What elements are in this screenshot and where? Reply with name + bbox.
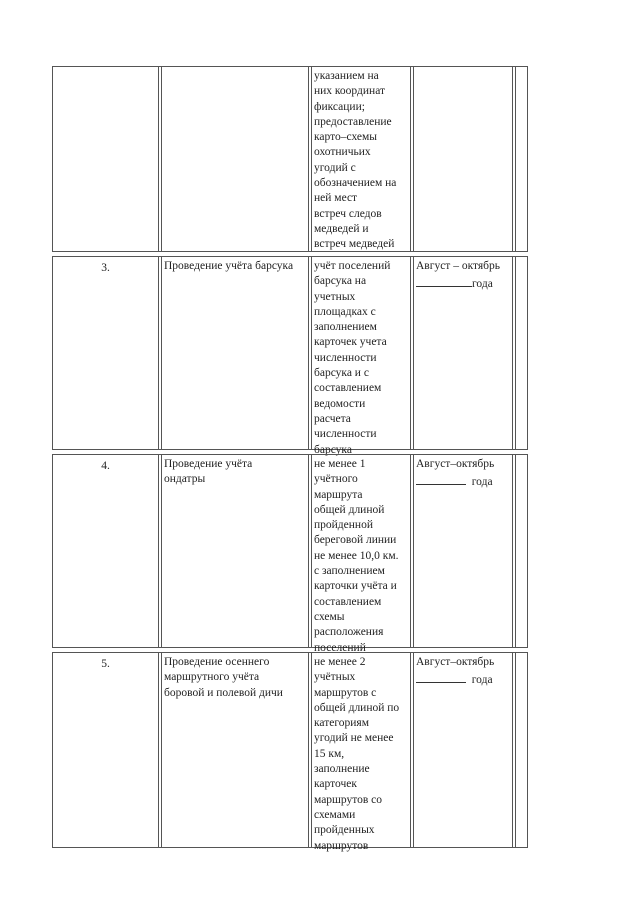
cell-name	[161, 653, 309, 847]
table-row	[52, 66, 528, 252]
row-name: Проведение учёта барсука	[164, 260, 294, 272]
cell-name	[161, 455, 309, 647]
cell-number	[53, 67, 159, 251]
period-months: Август–октябрь	[416, 458, 495, 470]
cell-number	[53, 455, 159, 647]
table-row	[52, 256, 528, 456]
cell-period	[413, 653, 513, 847]
cell-number	[53, 653, 159, 847]
row-name: Проведение учёта ондатры	[164, 458, 253, 486]
row-period	[414, 67, 512, 69]
row-period	[414, 257, 512, 293]
blank-line	[416, 274, 472, 287]
row-description: не менее 2 учётных маршрутов с общей длиной по категориям угодий не менее 15 км, заполнение карточек маршрутов со схемами пройденных маршрутов	[314, 656, 400, 852]
row-name	[162, 67, 308, 69]
row-number: 4.	[101, 460, 110, 472]
cell-extra	[515, 67, 529, 251]
period-year: года	[471, 674, 493, 687]
cell-description	[311, 257, 411, 456]
cell-number	[53, 257, 159, 449]
cell-description	[311, 67, 411, 251]
cell-description	[311, 653, 411, 852]
cell-period	[413, 257, 513, 449]
cell-name	[161, 257, 309, 449]
table-row	[52, 652, 528, 852]
row-description: указанием на них координат фиксации; предоставление карто–схемы охотничьих угодий с обозначением на ней мест встреч следов медведей и встреч медведей	[314, 70, 397, 251]
row-name: Проведение осеннего маршрутного учёта боровой и полевой дичи	[164, 656, 283, 699]
period-year: года	[472, 278, 493, 291]
period-year: года	[471, 476, 493, 489]
row-number: 5.	[101, 658, 110, 670]
period-months: Август – октябрь	[416, 260, 501, 272]
row-number: 3.	[101, 262, 110, 274]
blank-line	[416, 472, 466, 485]
cell-period	[413, 67, 513, 251]
row-period	[414, 653, 512, 689]
document-table	[52, 66, 528, 852]
row-number	[53, 67, 158, 71]
row-description: учёт поселений барсука на учетных площадках с заполнением карточек учета численности барсука и с составлением ведомости расчета численности барсука	[314, 260, 391, 456]
blank-line	[416, 670, 466, 683]
cell-extra	[515, 653, 529, 847]
cell-period	[413, 455, 513, 647]
period-months: Август–октябрь	[416, 656, 495, 668]
row-period	[414, 455, 512, 491]
row-description: не менее 1 учётного маршрута общей длиной пройденной береговой линии не менее 10,0 км. с заполнением карточки учёта и составлением схемы расположения поселений	[314, 458, 399, 654]
cell-description	[311, 455, 411, 654]
cell-extra	[515, 455, 529, 647]
cell-extra	[515, 257, 529, 449]
cell-name	[161, 67, 309, 251]
table-row	[52, 454, 528, 654]
